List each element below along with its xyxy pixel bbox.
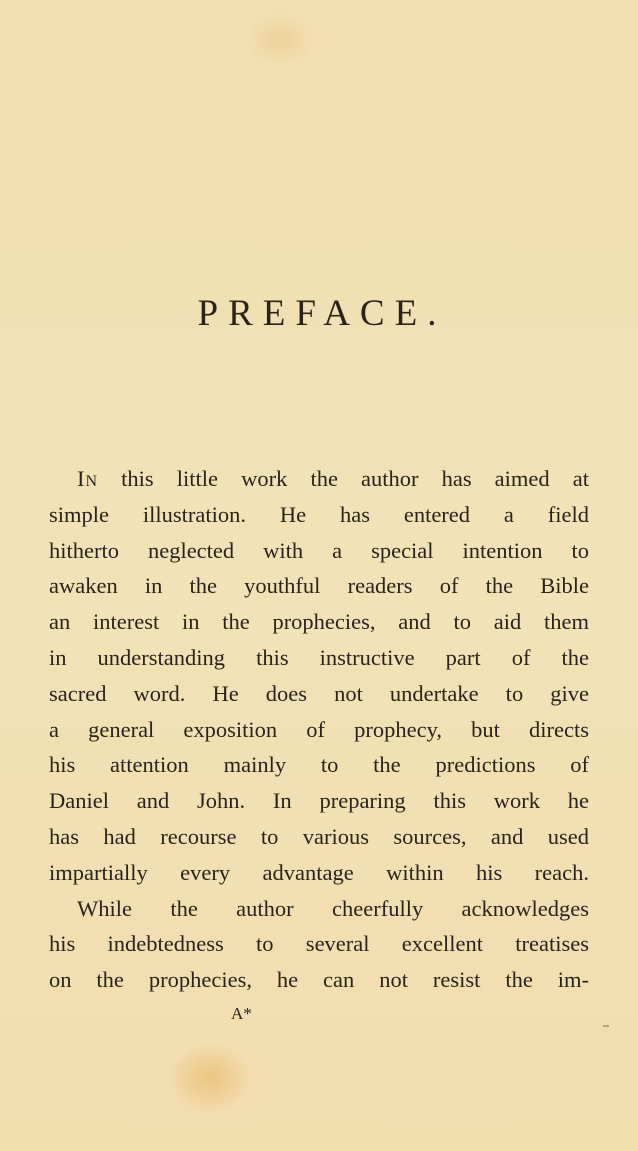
text-line-9: his attention mainly to the predictions of <box>49 752 589 778</box>
text-line-4: awaken in the youthful readers of the Bible <box>49 573 589 599</box>
text-line-8: a general exposition of prophecy, but directs <box>49 716 589 742</box>
drop-word: In <box>77 466 99 491</box>
text-line-14: his indebtedness to several excellent treatises <box>49 931 589 957</box>
text-line-3: hitherto neglected with a special intention to <box>49 537 589 563</box>
text-line-5: an interest in the prophecies, and to aid them <box>49 609 589 635</box>
text-line-11: has had recourse to various sources, and used <box>49 823 589 849</box>
text-line-1-rest: this little work the author has aimed at <box>98 466 589 491</box>
page-title: PREFACE. <box>197 293 447 334</box>
text-line-2: simple illustration. He has entered a field <box>49 501 589 527</box>
page-edge-mark <box>603 1025 609 1027</box>
preface-paragraphs <box>49 461 589 998</box>
text-line-10: Daniel and John. In preparing this work he <box>49 788 589 814</box>
signature-mark: A* <box>231 1004 252 1023</box>
text-line-13: While the author cheerfully acknowledges <box>77 895 589 921</box>
text-line-15: on the prophecies, he can not resist the im- <box>49 967 589 993</box>
text-line-7: sacred word. He does not undertake to give <box>49 680 589 706</box>
text-line-6: in understanding this instructive part of the <box>49 644 589 670</box>
text-line-12: impartially every advantage within his reach. <box>49 859 589 885</box>
text-line-1 <box>49 461 589 497</box>
